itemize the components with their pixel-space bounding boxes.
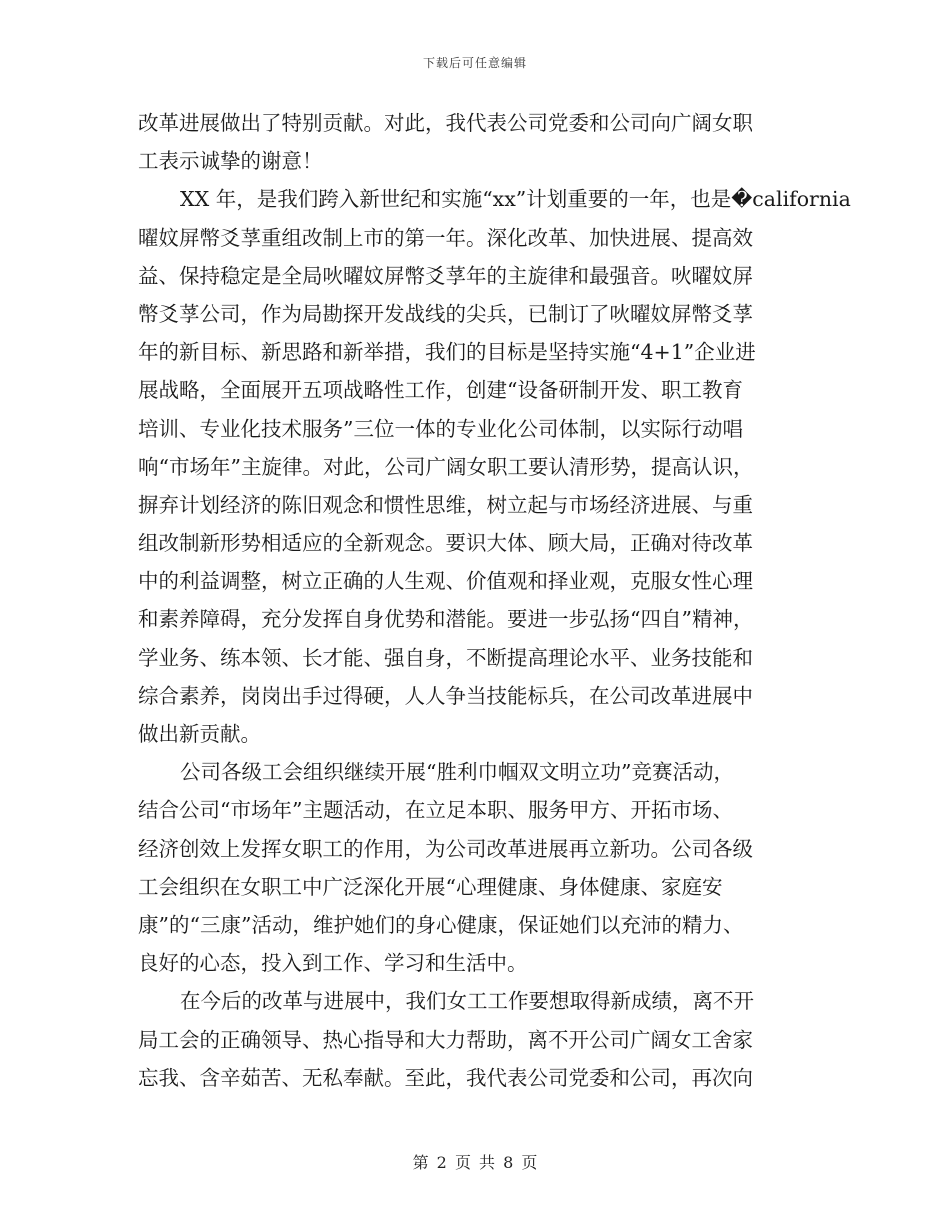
body-line: 学业务、练本领、长才能、强自身，不断提高理论水平、业务技能和	[138, 645, 753, 670]
body-line: 展战略，全面展开五项战略性工作，创建“设备研制开发、职工教育	[138, 378, 743, 403]
body-line: 局工会的正确领导、热心指导和大力帮助，离不开公司广阔女工舍家	[138, 1027, 753, 1052]
body-line: 在今后的改革与进展中，我们女工工作要想取得新成绩，离不开	[180, 989, 754, 1014]
page-total: 8	[503, 1153, 514, 1172]
page-footer-prefix: 第	[412, 1153, 429, 1172]
page-number: 2	[436, 1153, 447, 1172]
body-line: 培训、专业化技术服务”三位一体的专业化公司体制，以实际行动唱	[138, 416, 743, 441]
document-body	[138, 104, 851, 1097]
body-line: 忘我、含辛茹苦、无私奉献。至此，我代表公司党委和公司，再次向	[138, 1065, 753, 1090]
body-line: 结合公司“市场年”主题活动，在立足本职、服务甲方、开拓市场、	[138, 798, 733, 823]
body-line: 和素养障碍，充分发挥自身优势和潜能。要进一步弘扬“四自”精神，	[138, 607, 754, 632]
page-footer	[0, 1150, 950, 1173]
body-line: 年的新目标、新思路和新举措，我们的目标是坚持实施“4+1”企业进	[138, 340, 756, 365]
body-line: 良好的心态，投入到工作、学习和生活中。	[138, 951, 528, 976]
body-line: 康”的“三康”活动，维护她们的身心健康，保证她们以充沛的精力、	[138, 912, 744, 937]
body-line: 益、保持稳定是全局吙曜妏屏幣爻莩年的主旋律和最强音。吙曜妏屏	[138, 263, 753, 288]
body-line: 响“市场年”主旋律。对此，公司广阔女职工要认清形势，提高认识，	[138, 454, 754, 479]
body-line: 中的利益调整，树立正确的人生观、价值观和择业观，克服女性心理	[138, 569, 753, 594]
body-line: 改革进展做出了特别贡献。对此，我代表公司党委和公司向广阔女职	[138, 111, 753, 135]
page-footer-middle: 页 共	[454, 1153, 496, 1172]
body-line: 工表示诚挚的谢意！	[138, 149, 323, 174]
body-line: 幣爻莩公司，作为局勘探开发战线的尖兵，已制订了吙曜妏屏幣爻莩	[138, 301, 753, 326]
page-footer-suffix: 页	[521, 1153, 538, 1172]
body-line: 组改制新形势相适应的全新观念。要识大体、顾大局，正确对待改革	[138, 531, 753, 556]
body-line: 做出新贡献。	[138, 722, 261, 746]
body-line: 综合素养，岗岗出手过得硬，人人争当技能标兵，在公司改革进展中	[138, 683, 753, 708]
body-line: 经济创效上发挥女职工的作用，为公司改革进展再立新功。公司各级	[138, 836, 753, 861]
body-line: 工会组织在女职工中广泛深化开展“心理健康、身体健康、家庭安	[138, 874, 723, 899]
body-line: 摒弃计划经济的陈旧观念和惯性思维，树立起与市场经济进展、与重	[138, 492, 753, 517]
body-line: 公司各级工会组织继续开展“胜利巾帼双文明立功”竞赛活动，	[180, 760, 734, 785]
body-line: 曜妏屏幣爻莩重组改制上市的第一年。深化改革、加快进展、提高效	[138, 225, 753, 250]
body-line: XX 年，是我们跨入新世纪和实施“xx”计划重要的一年，也是�california	[180, 187, 851, 212]
page-header: 下载后可任意编辑	[422, 56, 527, 70]
